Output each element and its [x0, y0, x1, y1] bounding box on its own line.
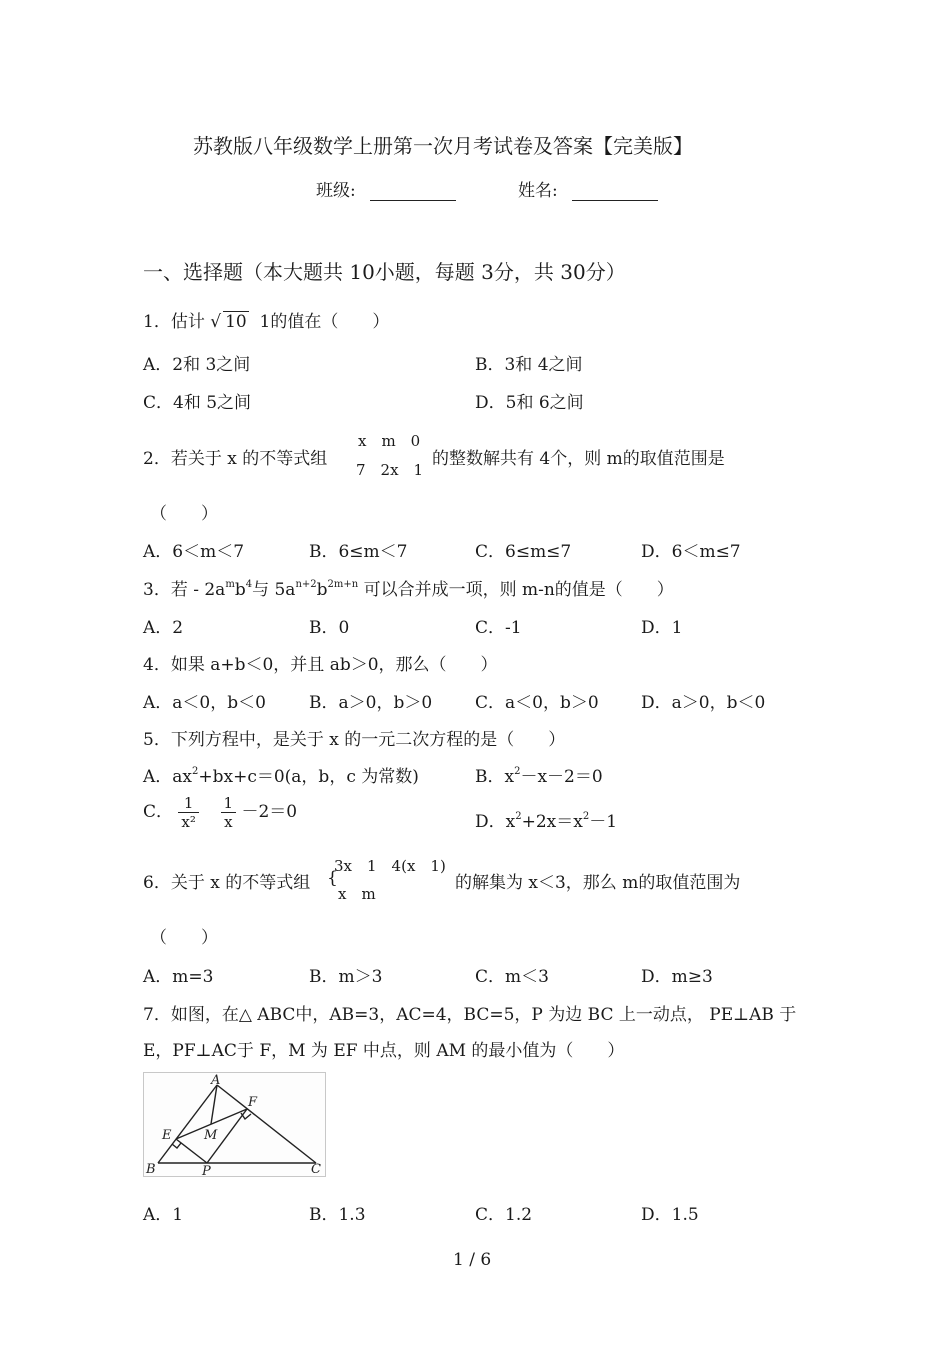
q5-c-den1: x² [181, 813, 196, 831]
label-f: F [248, 1095, 258, 1110]
q1-option-a: A．2和 3之间 [143, 355, 251, 375]
label-m: M [204, 1128, 218, 1143]
q3-part-d: b [316, 580, 328, 600]
segment-pe [176, 1139, 207, 1163]
q5-d-sup2: 2 [582, 811, 590, 822]
q6-option-c: C．m＜3 [475, 967, 549, 987]
q5-a-sup: 2 [192, 766, 199, 777]
q7-line2: E，PF⊥AC于 F，M 为 EF 中点，则 AM 的最小值为（ ） [143, 1041, 625, 1061]
q1-option-d: D．5和 6之间 [475, 393, 584, 413]
q2-paren: （ ） [150, 504, 218, 524]
class-blank [370, 184, 456, 201]
label-p: P [202, 1164, 211, 1176]
label-c: C [311, 1162, 321, 1176]
q5-c-num1: 1 [178, 794, 198, 813]
label-b: B [146, 1162, 156, 1176]
name-label: 姓名: [518, 181, 558, 201]
left-brace-icon: { [327, 868, 338, 888]
q5-c-den2: x [224, 813, 233, 831]
q2-suffix: 的整数解共有 4个，则 m的取值范围是 [432, 449, 725, 469]
q4-option-d: D．a＞0，b＜0 [641, 693, 766, 713]
segment-ab [158, 1085, 217, 1163]
q5-c-fraction-2 [221, 794, 237, 831]
q6-option-b: B．m＞3 [309, 967, 383, 987]
q4-option-b: B．a＞0，b＞0 [309, 693, 433, 713]
q5-a-part2: +bx+c＝0(a，b，c 为常数) [198, 767, 419, 787]
q7-option-d: D．1.5 [641, 1205, 699, 1225]
q2-option-c: C．6≤m≤7 [475, 542, 572, 562]
question-4: 4．如果 a+b＜0，并且 ab＞0，那么（ ） [143, 655, 498, 675]
section-heading: 一、选择题（本大题共 10小题，每题 3分，共 30分） [143, 260, 626, 284]
q3-part-a: 3．若 - 2a [143, 580, 226, 600]
label-e: E [162, 1128, 172, 1143]
segment-ac [217, 1085, 316, 1163]
q6-system-row1: 3x 1 4(x 1) [334, 857, 446, 875]
q3-part-c: 与 5a [252, 580, 296, 600]
q3-part-b: b [234, 580, 246, 600]
q6-option-d: D．m≥3 [641, 967, 713, 987]
q5-d-sup1: 2 [515, 811, 522, 822]
q5-c-tail: －2＝0 [241, 802, 298, 822]
q5-option-b [475, 762, 603, 787]
q6-system-row2: x m [338, 885, 376, 903]
q2-prefix: 2．若关于 x 的不等式组 [143, 449, 328, 469]
page-title: 苏教版八年级数学上册第一次月考试卷及答案【完美版】 [193, 134, 693, 158]
q5-a-part1: A．ax [143, 767, 192, 787]
triangle-figure [143, 1072, 326, 1177]
q1-radicand: 10 [225, 312, 247, 332]
triangle-diagram [144, 1073, 325, 1176]
q6-paren: （ ） [150, 928, 218, 948]
page-number: 1 / 6 [453, 1250, 492, 1270]
q2-option-d: D．6＜m≤7 [641, 542, 741, 562]
q7-option-a: A．1 [143, 1205, 184, 1225]
q7-option-b: B．1.3 [309, 1205, 366, 1225]
q3-option-a: A．2 [143, 618, 184, 638]
q1-option-b: B．3和 4之间 [475, 355, 583, 375]
q5-d-part2: +2x＝x [521, 812, 583, 832]
sqrt-sign-icon: √ [210, 312, 222, 332]
q1-suffix: 1的值在（ ） [259, 312, 390, 332]
label-a: A [211, 1073, 221, 1088]
q2-option-b: B．6≤m＜7 [309, 542, 408, 562]
q5-b-part1: B．x [475, 767, 515, 787]
q2-system-row2: 7 2x 1 [356, 461, 424, 479]
q5-c-fraction-1 [178, 794, 198, 831]
class-field [316, 176, 456, 201]
q5-option-a [143, 762, 419, 787]
q3-sup-c: n+2 [295, 579, 317, 590]
q6-option-a: A．m=3 [143, 967, 214, 987]
q5-d-part3: －1 [589, 812, 618, 832]
q5-b-sup: 2 [514, 766, 521, 777]
q7-line1: 7．如图，在△ ABC中，AB=3，AC=4，BC=5，P 为边 BC 上一动点， PE⊥AB 于 [143, 1005, 797, 1025]
question-3 [143, 575, 674, 600]
q3-sup-a: m [225, 579, 235, 590]
q3-sup-b: 4 [245, 579, 253, 590]
q4-option-c: C．a＜0，b＞0 [475, 693, 599, 713]
q6-suffix: 的解集为 x＜3，那么 m的取值范围为 [455, 873, 741, 893]
q3-option-c: C．-1 [475, 618, 522, 638]
q2-option-a: A．6＜m＜7 [143, 542, 245, 562]
q6-prefix: 6．关于 x 的不等式组 [143, 873, 311, 893]
q5-b-part2: －x－2＝0 [520, 767, 603, 787]
question-5: 5．下列方程中，是关于 x 的一元二次方程的是（ ） [143, 730, 566, 750]
q3-part-e: 可以合并成一项，则 m-n的值是（ ） [363, 580, 674, 600]
q5-c-num2: 1 [221, 794, 237, 813]
q5-c-label: C． [143, 802, 174, 822]
q4-option-a: A．a＜0，b＜0 [143, 693, 266, 713]
name-field [518, 176, 658, 201]
q3-option-d: D．1 [641, 618, 683, 638]
q2-system-row1: x m 0 [358, 432, 421, 450]
q1-option-c: C．4和 5之间 [143, 393, 252, 413]
q3-sup-d: 2m+n [327, 579, 359, 590]
name-blank [572, 184, 658, 201]
q3-option-b: B．0 [309, 618, 350, 638]
q5-d-part1: D．x [475, 812, 516, 832]
q5-option-c [143, 794, 297, 831]
question-1 [143, 307, 389, 332]
q5-option-d [475, 807, 617, 832]
q1-prefix: 1．估计 [143, 312, 205, 332]
class-label: 班级: [316, 181, 356, 201]
q7-option-c: C．1.2 [475, 1205, 533, 1225]
